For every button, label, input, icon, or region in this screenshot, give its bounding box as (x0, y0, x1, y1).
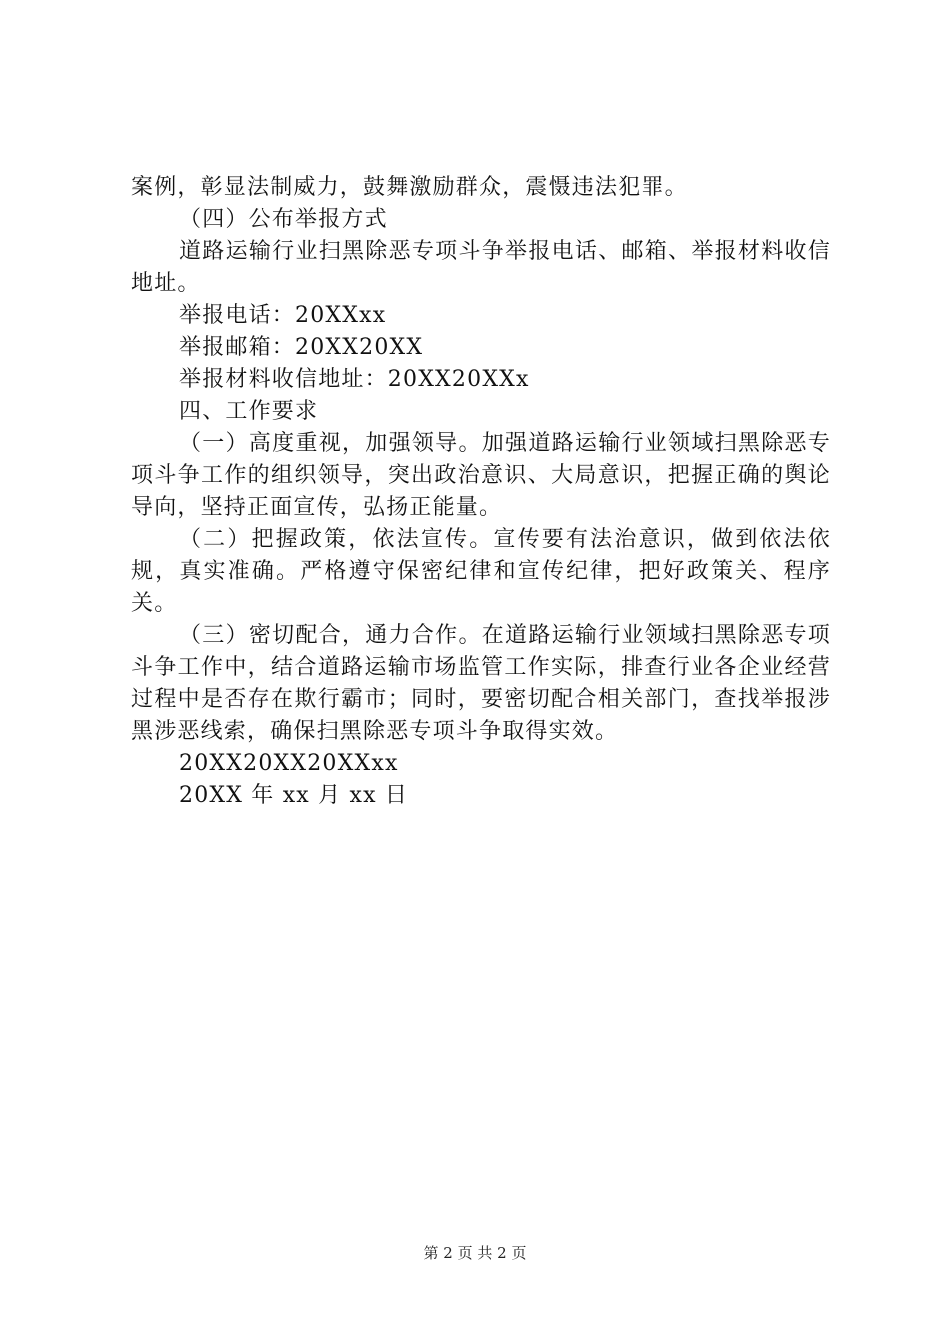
section-heading-report-methods: （四）公布举报方式 (179, 207, 388, 232)
report-phone: 举报电话：20XXxx (179, 303, 387, 328)
paragraph-case-example: 案例，彰显法制威力，鼓舞激励群众，震慑违法犯罪。 (131, 175, 688, 200)
requirement-two: （二）把握政策，依法宣传。宣传要有法治意识，做到依法依规，真实准确。严格遵守保密纪律和宣传纪律，把好政策关、程序关。 (131, 527, 831, 616)
signature-organization: 20XX20XX20XXxx (179, 751, 399, 776)
signature-date: 20XX 年 xx 月 xx 日 (179, 783, 409, 808)
report-email: 举报邮箱：20XX20XX (179, 335, 424, 360)
page-number-footer: 第 2 页 共 2 页 (423, 1244, 527, 1262)
paragraph-report-channels: 道路运输行业扫黑除恶专项斗争举报电话、邮箱、举报材料收信地址。 (131, 239, 831, 296)
requirement-three: （三）密切配合，通力合作。在道路运输行业领域扫黑除恶专项斗争工作中，结合道路运输市场监管工作实际，排查行业各企业经营过程中是否存在欺行霸市；同时，要密切配合相关部门，查找举报涉黑涉恶线索，确保扫黑除恶专项斗争取得实效。 (131, 623, 831, 744)
document-body (131, 172, 831, 812)
report-mailing-address: 举报材料收信地址：20XX20XXx (179, 367, 530, 392)
section-heading-work-requirements: 四、工作要求 (179, 399, 319, 424)
requirement-one: （一）高度重视，加强领导。加强道路运输行业领域扫黑除恶专项斗争工作的组织领导，突出政治意识、大局意识，把握正确的舆论导向，坚持正面宣传，弘扬正能量。 (131, 431, 831, 520)
